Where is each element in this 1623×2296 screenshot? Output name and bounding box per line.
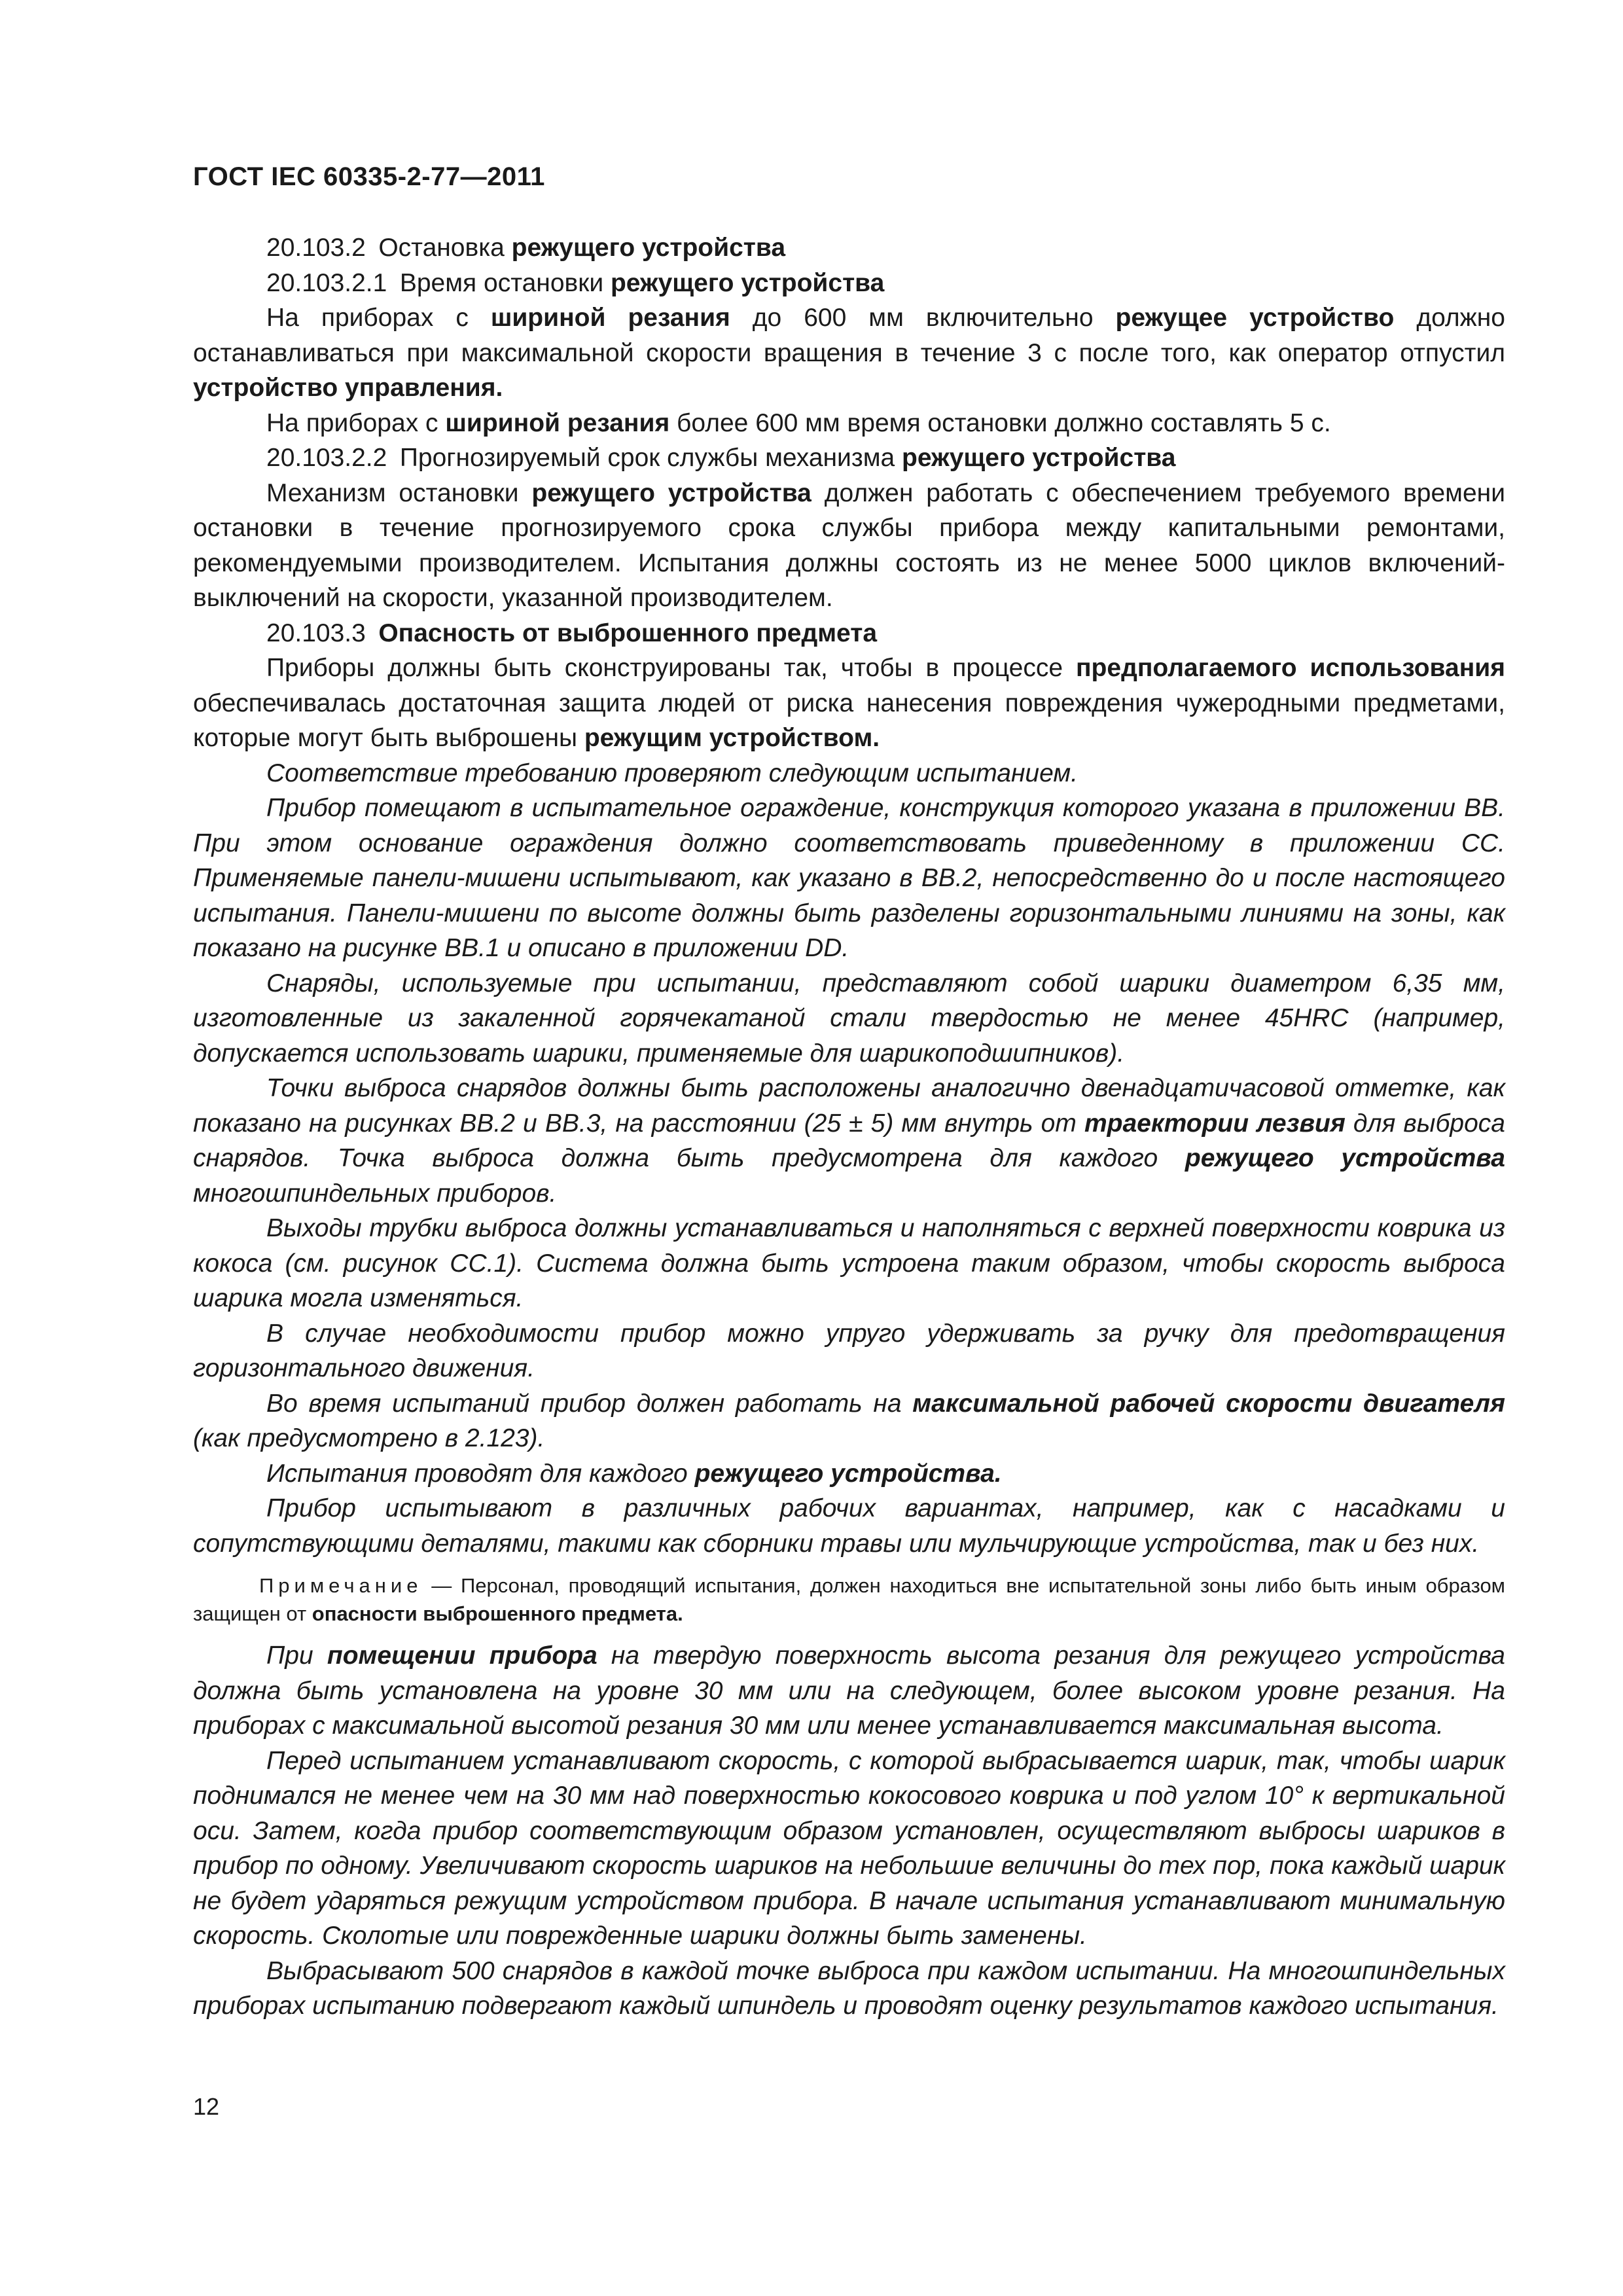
- text-run: При: [266, 1641, 327, 1670]
- text-run: — Персонал, проводящий испытания, должен находиться вне испытательной зоны либо быть иным образом защищен от: [193, 1574, 1505, 1625]
- test-paragraph: [193, 1456, 1505, 1492]
- note-label: Примечание: [259, 1574, 423, 1597]
- clause-number: 20.103.2: [266, 234, 366, 262]
- text-run: Прибор испытывают в различных рабочих вариантах, например, как с насадками и сопутствующими деталями, такими как сборники травы или мульчирующие устройства, так и без них.: [193, 1494, 1505, 1558]
- text-run: для выброса снарядов. Точка выброса должна быть предусмотрена для каждого: [193, 1109, 1505, 1172]
- defined-term: опасности выброшенного предмета.: [312, 1602, 683, 1625]
- test-paragraph: [193, 1211, 1505, 1316]
- clause-title-term: режущего устройства: [511, 234, 786, 262]
- text-run: обеспечивалась достаточная защита людей от риска нанесения повреждения чужеродными предметами, которые могут быть выброшены: [193, 689, 1505, 752]
- test-paragraph: [193, 791, 1505, 966]
- document-header: ГОСТ IEC 60335-2-77—2011: [193, 162, 545, 191]
- text-run: Прибор помещают в испытательное ограждение, конструкция которого указана в приложении ВВ. При этом основание ограждения должно соответствовать приведенному в приложении СС. Применяемые панели-мишени испытывают, как указано в ВВ.2, непосредственно до и после настоящего испытания. Панели-мишени по высоте должны быть разделены горизонтальными линиями на зоны, как показано на рисунке ВВ.1 и описано в приложении DD.: [193, 794, 1505, 962]
- text-run: Перед испытанием устанавливают скорость, с которой выбрасывается шарик, так, чтобы шарик поднимался не менее чем на 30 мм над поверхностью кокосового коврика и под углом 10° к вертикальной оси. Затем, когда прибор соответствующим образом установлен, осуществляют выбросы шариков в прибор по одному. Увеличивают скорость шариков на небольшие величины до тех пор, пока каждый шарик не будет ударяться режущим устройством прибора. В начале испытания устанавливают минимальную скорость. Сколотые или поврежденные шарики должны быть заменены.: [193, 1746, 1505, 1950]
- text-run: Точки выброса снарядов должны быть расположены аналогично двенадцатичасовой отметке, как показано на рисунках ВВ.2 и ВВ.3, на расстоянии (25 ± 5) мм внутрь от: [193, 1074, 1505, 1138]
- text-run: Выходы трубки выброса должны устанавливаться и наполняться с верхней поверхности коврика из кокоса (см. рисунок СС.1). Система должна быть устроена таким образом, чтобы скорость выброса шарика могла изменяться.: [193, 1214, 1505, 1312]
- clause-number: 20.103.2.2: [266, 444, 387, 472]
- paragraph: [193, 476, 1505, 616]
- test-paragraph: [193, 966, 1505, 1071]
- paragraph: [193, 300, 1505, 406]
- defined-term: режущего устройства.: [694, 1459, 1002, 1488]
- test-paragraph: [193, 1491, 1505, 1561]
- text-run: На приборах с: [266, 408, 446, 437]
- defined-term: режущим устройством.: [584, 724, 880, 752]
- test-paragraph: [193, 1954, 1505, 2024]
- test-paragraph: [193, 1071, 1505, 1211]
- text-run: Снаряды, используемые при испытании, представляют собой шарики диаметром 6,35 мм, изготовленные из закаленной горячекатаной стали твердостью не менее 45HRC (например, допускается использовать шарики, применяемые для шарикоподшипников).: [193, 969, 1505, 1067]
- text-run: многошпиндельных приборов.: [193, 1179, 557, 1208]
- clause-20-103-2-2: [193, 440, 1505, 476]
- test-paragraph: [193, 1386, 1505, 1456]
- text-run: Выбрасывают 500 снарядов в каждой точке выброса при каждом испытании. На многошпиндельных приборах испытанию подвергают каждый шпиндель и проводят оценку результатов каждого испытания.: [193, 1956, 1505, 2020]
- clause-title-text: Остановка: [378, 234, 512, 262]
- paragraph: [193, 651, 1505, 756]
- clause-20-103-2-1: [193, 266, 1505, 301]
- note: [193, 1571, 1505, 1628]
- defined-term: максимальной рабочей скорости двигателя: [912, 1389, 1505, 1418]
- text-run: Во время испытаний прибор должен работать на: [266, 1389, 913, 1418]
- paragraph: [193, 406, 1505, 441]
- text-run: Испытания проводят для каждого: [266, 1459, 695, 1488]
- text-run: (как предусмотрено в 2.123).: [193, 1424, 545, 1452]
- text-run: Приборы должны быть сконструированы так, чтобы в процессе: [266, 654, 1076, 682]
- clause-20-103-3: [193, 616, 1505, 651]
- defined-term: помещении прибора: [327, 1641, 597, 1670]
- clause-title-term: Опасность от выброшенного предмета: [378, 619, 878, 647]
- text-run: до 600 мм включительно: [730, 304, 1116, 332]
- page-number: 12: [193, 2093, 220, 2120]
- text-run: Механизм остановки: [266, 478, 532, 507]
- test-paragraph: [193, 1316, 1505, 1386]
- defined-term: предполагаемого использования: [1076, 654, 1505, 682]
- defined-term: траектории лезвия: [1084, 1109, 1346, 1138]
- test-paragraph: [193, 1638, 1505, 1744]
- text-run: должен работать с обеспечением требуемого времени остановки в течение прогнозируемого срока службы прибора между капитальными ремонтами, рекомендуемыми производителем. Испытания должны состоять из не менее 5000 циклов включений-выключений на скорости, указанной производителем.: [193, 478, 1505, 612]
- clause-number: 20.103.2.1: [266, 268, 387, 297]
- clause-title-term: режущего устройства: [902, 444, 1176, 472]
- defined-term: режущего устройства: [531, 478, 812, 507]
- defined-term: устройство управления.: [193, 374, 503, 402]
- defined-term: режущего устройства: [1185, 1144, 1505, 1172]
- defined-term: шириной резания: [445, 408, 670, 437]
- text-run: На приборах с: [266, 304, 491, 332]
- test-paragraph: [193, 756, 1505, 791]
- clause-title-term: режущего устройства: [610, 268, 885, 297]
- text-run: должно останавливаться при максимальной скорости вращения в течение 3 с после того, как оператор отпустил: [193, 304, 1505, 367]
- clause-title-text: Время остановки: [399, 268, 611, 297]
- text-run: более 600 мм время остановки должно составлять 5 с.: [669, 408, 1331, 437]
- test-paragraph: [193, 1744, 1505, 1954]
- text-run: Соответствие требованию проверяют следующим испытанием.: [266, 759, 1078, 787]
- defined-term: шириной резания: [490, 304, 730, 332]
- clause-title-text: Прогнозируемый срок службы механизма: [399, 444, 902, 472]
- clause-number: 20.103.3: [266, 619, 366, 647]
- clause-20-103-2: [193, 230, 1505, 266]
- text-run: на твердую поверхность высота резания для режущего устройства должна быть установлена на уровне 30 мм или на следующем, более высоком уровне резания. На приборах с максимальной высотой резания 30 мм или менее устанавливается максимальная высота.: [193, 1641, 1505, 1740]
- defined-term: режущее устройство: [1115, 304, 1395, 332]
- document-body: [193, 230, 1505, 2024]
- text-run: В случае необходимости прибор можно упруго удерживать за ручку для предотвращения горизонтального движения.: [193, 1319, 1505, 1382]
